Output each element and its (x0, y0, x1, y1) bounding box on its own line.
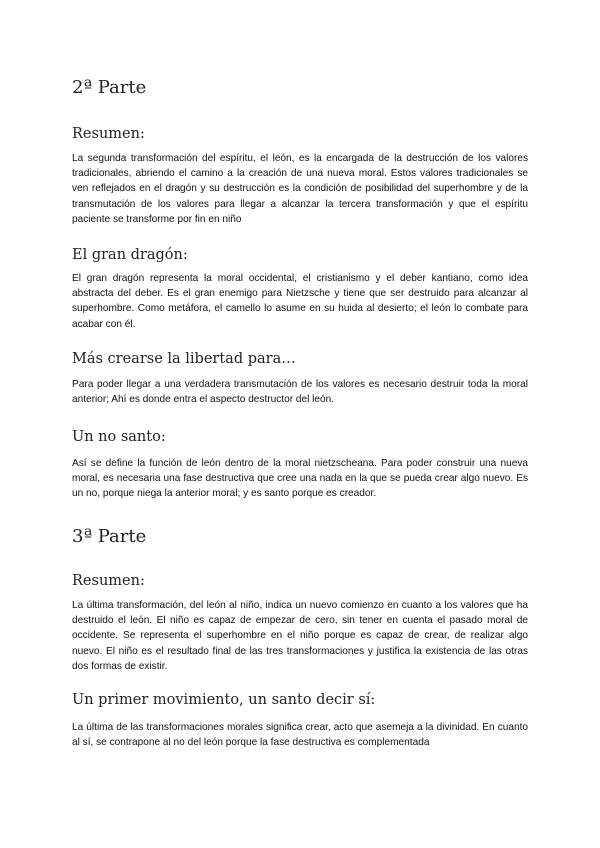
section-heading-resumen-part2: Resumen: (72, 126, 145, 142)
paragraph-primer-movimiento: La última de las transformaciones morales significa crear, acto que asemeja a la divinidad. En cuanto al sí, se contrapone al no del león porque la fase destructiva es complementada (72, 722, 528, 749)
paragraph-no-santo: Así se define la función de león dentro de la moral nietzscheana. Para poder construir una nueva moral, es necesaria una fase destructiva que cree una nada en la que se pueda crear algo nuevo. Es un no, porque niega la anterior moral; y es santo porque es creador. (72, 458, 528, 500)
paragraph-libertad: Para poder llegar a una verdadera transmutación de los valores es necesario destruir toda la moral anterior; Ahí es donde entra el aspecto destructor del león. (72, 379, 528, 406)
paragraph-resumen-part3: La última transformación, del león al niño, indica un nuevo comienzo en cuanto a los valores que ha destruido el león. El niño es capaz de empezar de cero, sin tener en cuenta el pasado moral de occidente. Se representa el superhombre en el niño porque es capaz de crear, de realizar algo nuevo. El niño es el resultado final de las tres transformaciones y justifica la existencia de las otras dos formas de existir. (72, 600, 528, 672)
part-3-title: 3ª Parte (72, 526, 147, 547)
part-2-title: 2ª Parte (72, 77, 147, 98)
section-heading-resumen-part3: Resumen: (72, 573, 145, 589)
paragraph-gran-dragon: El gran dragón representa la moral occidental, el cristianismo y el deber kantiano, como idea abstracta del deber. Es el gran enemigo para Nietzsche y tiene que ser destruido para alcanzar al superhombre. Como metáfora, el camello lo asume en su huida al desierto; el león lo combate para acabar con él. (72, 273, 528, 330)
section-heading-primer-movimiento: Un primer movimiento, un santo decir sí: (72, 692, 376, 708)
section-heading-gran-dragon: El gran dragón: (72, 247, 188, 263)
section-heading-libertad: Más crearse la libertad para… (72, 351, 296, 367)
section-heading-no-santo: Un no santo: (72, 429, 166, 445)
paragraph-resumen-part2: La segunda transformación del espíritu, el león, es la encargada de la destrucción de los valores tradicionales, abriendo el camino a la creación de una nueva moral. Estos valores tradicionales se ven reflejados en el dragón y su destrucción es la condición de posibilidad del superhombre y de la transmutación de los valores para llegar a alcanzar la tercera transformación y que el espíritu paciente se transforme por fin en niño (72, 153, 528, 225)
